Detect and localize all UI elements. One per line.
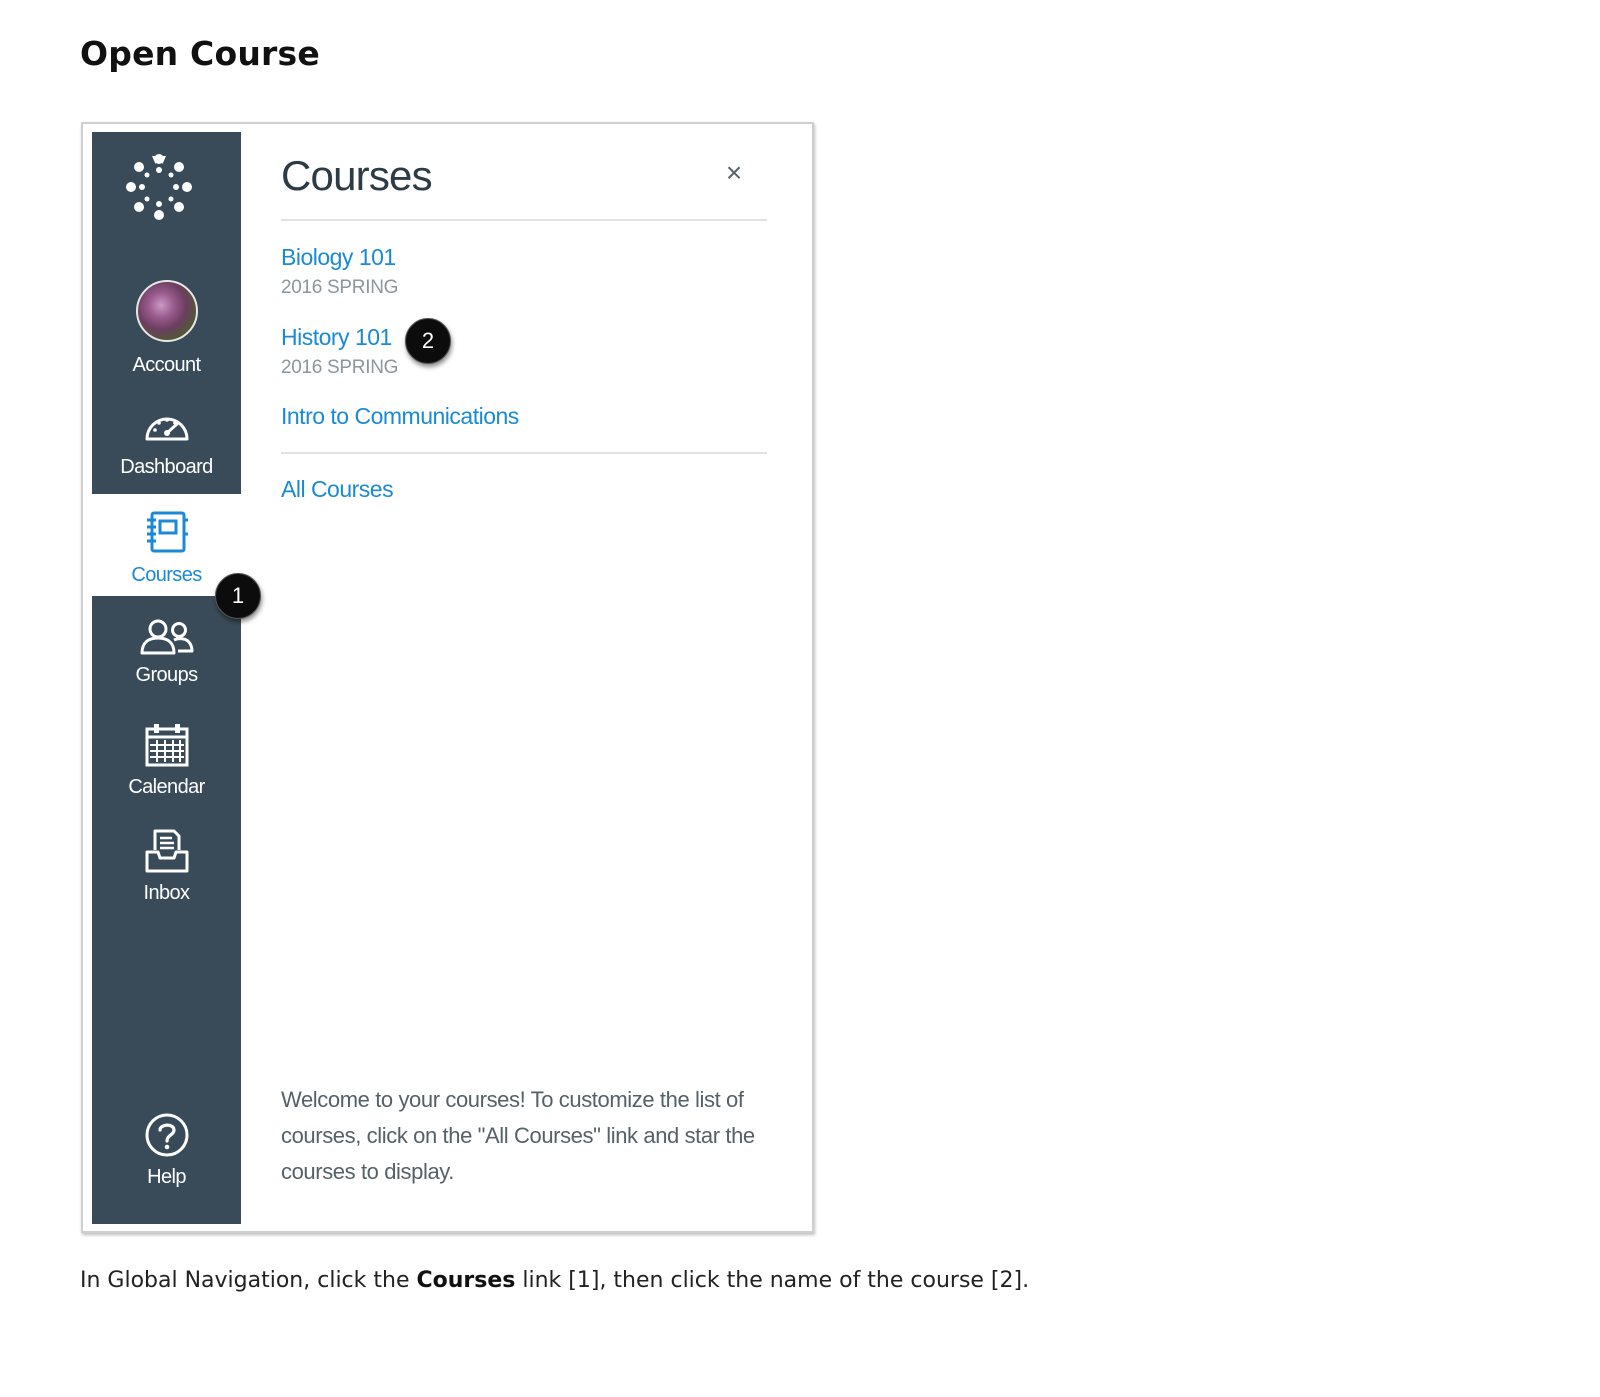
caption-suffix: link [1], then click the name of the course [2]. <box>515 1268 1030 1293</box>
courses-tray <box>281 132 769 1224</box>
course-link-biology-101[interactable]: Biology 101 <box>281 244 396 270</box>
nav-item-label: Groups <box>135 664 198 686</box>
nav-item-label: Courses <box>131 564 202 586</box>
nav-item-dashboard[interactable] <box>92 408 241 479</box>
caption-bold: Courses <box>416 1268 516 1293</box>
global-navigation <box>92 132 241 1224</box>
nav-item-inbox[interactable] <box>92 828 241 905</box>
dashboard-icon <box>144 408 190 442</box>
divider <box>281 452 767 454</box>
nav-item-courses[interactable] <box>92 494 241 596</box>
instruction-caption <box>80 1268 1029 1293</box>
groups-icon <box>138 618 196 656</box>
help-icon <box>144 1112 190 1158</box>
nav-item-label: Help <box>147 1166 186 1188</box>
tray-welcome-text: Welcome to your courses! To customize the list of courses, click on the "All Courses" link and star the courses to display. <box>281 1087 755 1184</box>
callout-marker-2: 2 <box>405 318 451 364</box>
avatar <box>136 280 198 342</box>
tray-title: Courses <box>281 152 432 199</box>
nav-item-label: Dashboard <box>120 456 213 478</box>
course-term: 2016 SPRING <box>281 357 399 378</box>
callout-marker-1: 1 <box>215 573 261 619</box>
nav-item-account[interactable] <box>92 280 241 377</box>
caption-prefix: In Global Navigation, click the <box>80 1268 417 1293</box>
course-link-history-101[interactable]: History 101 <box>281 324 392 350</box>
canvas-logo-icon[interactable] <box>124 150 194 224</box>
calendar-icon <box>144 722 190 768</box>
inbox-icon <box>144 828 190 874</box>
nav-item-help[interactable] <box>92 1112 241 1189</box>
courses-icon <box>144 510 190 554</box>
screenshot-frame <box>81 122 814 1233</box>
nav-item-label: Calendar <box>128 776 205 798</box>
nav-item-calendar[interactable] <box>92 722 241 799</box>
course-term: 2016 SPRING <box>281 277 399 298</box>
nav-item-groups[interactable] <box>92 618 241 687</box>
all-courses-link[interactable]: All Courses <box>281 476 394 502</box>
page-title: Open Course <box>80 34 320 73</box>
nav-item-label: Account <box>132 354 201 376</box>
course-link-intro-to-communications[interactable]: Intro to Communications <box>281 403 519 429</box>
divider <box>281 219 767 221</box>
close-icon[interactable]: × <box>725 157 743 188</box>
nav-item-label: Inbox <box>143 882 190 904</box>
